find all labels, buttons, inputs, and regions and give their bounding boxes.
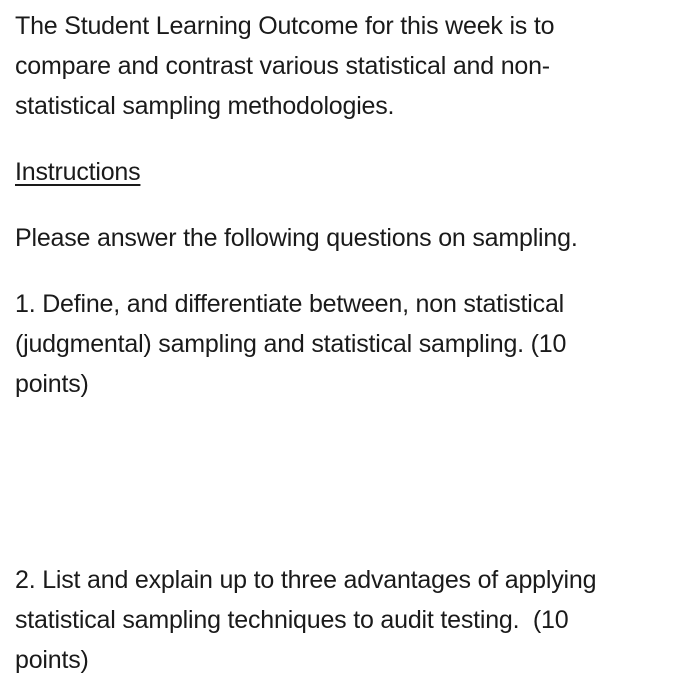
- question-2: 2. List and explain up to three advantages of applying statistical sampling techniques to audit testing. (10 points): [15, 566, 604, 674]
- instructions-heading: Instructions: [15, 158, 141, 186]
- intro-paragraph: The Student Learning Outcome for this week is to compare and contrast various statistical and non-statistical sampling methodologies.: [15, 12, 562, 120]
- question-1: 1. Define, and differentiate between, non statistical (judgmental) sampling and statistical sampling. (10 points): [15, 290, 573, 398]
- prompt-paragraph: Please answer the following questions on sampling.: [15, 224, 578, 252]
